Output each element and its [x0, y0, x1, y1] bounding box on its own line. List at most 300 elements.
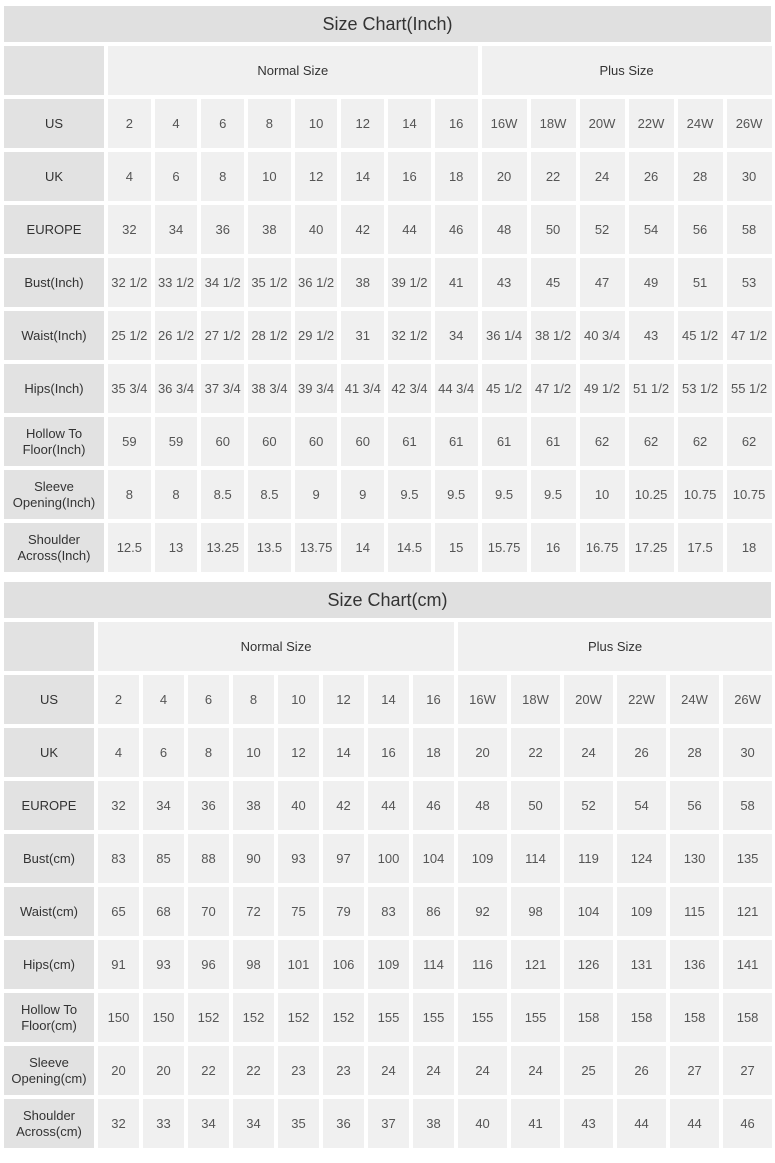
- size-cell: 91: [98, 940, 139, 989]
- size-cell: 24W: [678, 99, 723, 148]
- size-cell: 41: [511, 1099, 560, 1148]
- size-cell: 35 1/2: [248, 258, 291, 307]
- row-label: Hips(cm): [4, 940, 94, 989]
- size-cell: 35 3/4: [108, 364, 151, 413]
- row-label: EUROPE: [4, 205, 104, 254]
- size-cell: 62: [678, 417, 723, 466]
- size-cell: 44 3/4: [435, 364, 478, 413]
- size-cell: 18W: [531, 99, 576, 148]
- size-cell: 15: [435, 523, 478, 572]
- size-cell: 43: [629, 311, 674, 360]
- size-cell: 150: [143, 993, 184, 1042]
- size-cell: 31: [341, 311, 384, 360]
- size-cell: 10.25: [629, 470, 674, 519]
- size-cell: 34: [435, 311, 478, 360]
- size-cell: 158: [723, 993, 772, 1042]
- size-cell: 28 1/2: [248, 311, 291, 360]
- table-row-europe: [4, 781, 772, 830]
- size-cell: 17.25: [629, 523, 674, 572]
- size-cell: 38: [341, 258, 384, 307]
- group-header-row: [4, 622, 772, 671]
- size-cell: 9.5: [482, 470, 527, 519]
- size-cell: 22W: [617, 675, 666, 724]
- size-cell: 32 1/2: [108, 258, 151, 307]
- size-cell: 10: [278, 675, 319, 724]
- size-cell: 49: [629, 258, 674, 307]
- size-cell: 54: [629, 205, 674, 254]
- size-cell: 24: [368, 1046, 409, 1095]
- size-cell: 155: [511, 993, 560, 1042]
- size-cell: 54: [617, 781, 666, 830]
- group-header-plus-size: Plus Size: [482, 46, 772, 95]
- size-cell: 109: [368, 940, 409, 989]
- size-cell: 40: [295, 205, 338, 254]
- size-cell: 60: [295, 417, 338, 466]
- size-cell: 13.25: [201, 523, 244, 572]
- size-cell: 32 1/2: [388, 311, 431, 360]
- size-cell: 56: [670, 781, 719, 830]
- size-cell: 16.75: [580, 523, 625, 572]
- size-cell: 36 1/4: [482, 311, 527, 360]
- group-header-plus-size: Plus Size: [458, 622, 772, 671]
- size-cell: 23: [323, 1046, 364, 1095]
- size-cell: 32: [98, 1099, 139, 1148]
- size-cell: 35: [278, 1099, 319, 1148]
- row-label: Hollow To Floor(Inch): [4, 417, 104, 466]
- size-cell: 17.5: [678, 523, 723, 572]
- size-cell: 22: [511, 728, 560, 777]
- size-cell: 9.5: [388, 470, 431, 519]
- size-cell: 14: [341, 152, 384, 201]
- size-cell: 52: [580, 205, 625, 254]
- size-cell: 10: [580, 470, 625, 519]
- table-row-shoulder-across-inch: [4, 523, 772, 572]
- size-cell: 52: [564, 781, 613, 830]
- size-cell: 158: [617, 993, 666, 1042]
- size-cell: 83: [368, 887, 409, 936]
- size-cell: 130: [670, 834, 719, 883]
- size-cell: 59: [108, 417, 151, 466]
- size-cell: 13.75: [295, 523, 338, 572]
- size-cell: 37 3/4: [201, 364, 244, 413]
- row-label: Sleeve Opening(cm): [4, 1046, 94, 1095]
- size-cell: 2: [98, 675, 139, 724]
- size-cell: 152: [233, 993, 274, 1042]
- table-row-sleeve-opening-cm: [4, 1046, 772, 1095]
- size-cell: 18: [413, 728, 454, 777]
- size-cell: 9: [341, 470, 384, 519]
- size-cell: 26W: [727, 99, 772, 148]
- size-cell: 20: [98, 1046, 139, 1095]
- size-cell: 12: [323, 675, 364, 724]
- size-cell: 98: [233, 940, 274, 989]
- size-cell: 38: [248, 205, 291, 254]
- group-header-row: [4, 46, 772, 95]
- size-cell: 22: [531, 152, 576, 201]
- table-row-hips-cm: [4, 940, 772, 989]
- size-cell: 51 1/2: [629, 364, 674, 413]
- size-cell: 96: [188, 940, 229, 989]
- size-cell: 4: [155, 99, 198, 148]
- size-cell: 38: [233, 781, 274, 830]
- size-cell: 6: [155, 152, 198, 201]
- size-cell: 124: [617, 834, 666, 883]
- size-chart-section-inch: [0, 6, 775, 576]
- size-cell: 152: [323, 993, 364, 1042]
- size-table-inch: [0, 42, 775, 576]
- table-row-bust-cm: [4, 834, 772, 883]
- size-cell: 155: [368, 993, 409, 1042]
- size-cell: 16: [368, 728, 409, 777]
- size-cell: 44: [617, 1099, 666, 1148]
- size-cell: 16: [413, 675, 454, 724]
- row-label: Shoulder Across(cm): [4, 1099, 94, 1148]
- group-header-normal-size: Normal Size: [108, 46, 478, 95]
- size-cell: 44: [670, 1099, 719, 1148]
- size-cell: 60: [201, 417, 244, 466]
- size-cell: 109: [617, 887, 666, 936]
- size-cell: 83: [98, 834, 139, 883]
- size-cell: 16W: [458, 675, 507, 724]
- size-cell: 24: [458, 1046, 507, 1095]
- size-cell: 115: [670, 887, 719, 936]
- size-cell: 155: [413, 993, 454, 1042]
- size-cell: 10: [233, 728, 274, 777]
- size-cell: 9.5: [531, 470, 576, 519]
- size-cell: 45 1/2: [482, 364, 527, 413]
- size-cell: 47 1/2: [531, 364, 576, 413]
- size-cell: 12.5: [108, 523, 151, 572]
- size-cell: 40 3/4: [580, 311, 625, 360]
- size-cell: 53: [727, 258, 772, 307]
- size-cell: 58: [723, 781, 772, 830]
- size-cell: 61: [388, 417, 431, 466]
- size-cell: 100: [368, 834, 409, 883]
- size-cell: 114: [511, 834, 560, 883]
- size-cell: 20: [482, 152, 527, 201]
- size-cell: 61: [482, 417, 527, 466]
- size-cell: 6: [201, 99, 244, 148]
- size-cell: 42: [323, 781, 364, 830]
- size-cell: 8.5: [201, 470, 244, 519]
- size-cell: 34: [143, 781, 184, 830]
- table-row-europe: [4, 205, 772, 254]
- size-cell: 40: [278, 781, 319, 830]
- size-cell: 23: [278, 1046, 319, 1095]
- size-cell: 61: [435, 417, 478, 466]
- size-cell: 38 1/2: [531, 311, 576, 360]
- size-cell: 9: [295, 470, 338, 519]
- size-cell: 30: [723, 728, 772, 777]
- table-row-bust-inch: [4, 258, 772, 307]
- table-row-waist-cm: [4, 887, 772, 936]
- size-cell: 104: [413, 834, 454, 883]
- size-cell: 8.5: [248, 470, 291, 519]
- size-cell: 32: [98, 781, 139, 830]
- size-cell: 14: [388, 99, 431, 148]
- size-cell: 49 1/2: [580, 364, 625, 413]
- size-cell: 48: [482, 205, 527, 254]
- size-cell: 114: [413, 940, 454, 989]
- size-cell: 37: [368, 1099, 409, 1148]
- size-cell: 27: [670, 1046, 719, 1095]
- size-cell: 18: [727, 523, 772, 572]
- size-cell: 8: [188, 728, 229, 777]
- size-cell: 28: [678, 152, 723, 201]
- size-cell: 46: [723, 1099, 772, 1148]
- size-cell: 24: [413, 1046, 454, 1095]
- group-header-normal-size: Normal Size: [98, 622, 454, 671]
- size-cell: 75: [278, 887, 319, 936]
- size-cell: 150: [98, 993, 139, 1042]
- size-cell: 79: [323, 887, 364, 936]
- size-cell: 16: [435, 99, 478, 148]
- size-cell: 20W: [580, 99, 625, 148]
- size-cell: 51: [678, 258, 723, 307]
- size-cell: 20: [143, 1046, 184, 1095]
- table-row-hips-inch: [4, 364, 772, 413]
- size-cell: 136: [670, 940, 719, 989]
- table-row-hollow-to-floor-inch: [4, 417, 772, 466]
- size-cell: 24: [580, 152, 625, 201]
- size-cell: 40: [458, 1099, 507, 1148]
- size-cell: 12: [295, 152, 338, 201]
- size-cell: 158: [670, 993, 719, 1042]
- size-cell: 56: [678, 205, 723, 254]
- size-cell: 26 1/2: [155, 311, 198, 360]
- size-cell: 135: [723, 834, 772, 883]
- size-cell: 22W: [629, 99, 674, 148]
- size-cell: 26: [617, 1046, 666, 1095]
- size-cell: 13: [155, 523, 198, 572]
- size-cell: 10: [248, 152, 291, 201]
- size-cell: 34: [155, 205, 198, 254]
- size-cell: 16W: [482, 99, 527, 148]
- size-cell: 155: [458, 993, 507, 1042]
- size-cell: 20: [458, 728, 507, 777]
- size-cell: 50: [531, 205, 576, 254]
- row-label: Waist(Inch): [4, 311, 104, 360]
- size-cell: 26: [617, 728, 666, 777]
- size-cell: 12: [341, 99, 384, 148]
- size-cell: 38: [413, 1099, 454, 1148]
- size-cell: 86: [413, 887, 454, 936]
- size-cell: 104: [564, 887, 613, 936]
- size-cell: 18: [435, 152, 478, 201]
- size-cell: 38 3/4: [248, 364, 291, 413]
- size-cell: 62: [580, 417, 625, 466]
- size-cell: 116: [458, 940, 507, 989]
- size-cell: 50: [511, 781, 560, 830]
- table-row-waist-inch: [4, 311, 772, 360]
- size-cell: 10: [295, 99, 338, 148]
- size-cell: 45 1/2: [678, 311, 723, 360]
- size-cell: 60: [248, 417, 291, 466]
- row-label: UK: [4, 152, 104, 201]
- size-cell: 70: [188, 887, 229, 936]
- size-cell: 30: [727, 152, 772, 201]
- size-cell: 16: [388, 152, 431, 201]
- size-cell: 2: [108, 99, 151, 148]
- size-cell: 41 3/4: [341, 364, 384, 413]
- size-cell: 9.5: [435, 470, 478, 519]
- size-cell: 12: [278, 728, 319, 777]
- size-cell: 25 1/2: [108, 311, 151, 360]
- size-cell: 36: [188, 781, 229, 830]
- size-cell: 45: [531, 258, 576, 307]
- size-cell: 8: [108, 470, 151, 519]
- chart-title-inch: Size Chart(Inch): [4, 6, 771, 42]
- size-cell: 93: [143, 940, 184, 989]
- size-cell: 26W: [723, 675, 772, 724]
- size-cell: 24: [564, 728, 613, 777]
- size-cell: 27: [723, 1046, 772, 1095]
- size-cell: 16: [531, 523, 576, 572]
- size-cell: 62: [629, 417, 674, 466]
- size-cell: 4: [143, 675, 184, 724]
- size-cell: 121: [511, 940, 560, 989]
- size-cell: 158: [564, 993, 613, 1042]
- size-cell: 43: [482, 258, 527, 307]
- row-label: Hollow To Floor(cm): [4, 993, 94, 1042]
- table-row-sleeve-opening-inch: [4, 470, 772, 519]
- size-cell: 36 3/4: [155, 364, 198, 413]
- row-label: Bust(cm): [4, 834, 94, 883]
- size-cell: 20W: [564, 675, 613, 724]
- size-charts: [0, 6, 775, 1152]
- size-cell: 14: [368, 675, 409, 724]
- corner-cell: [4, 622, 94, 671]
- size-cell: 26: [629, 152, 674, 201]
- row-label: US: [4, 99, 104, 148]
- size-cell: 119: [564, 834, 613, 883]
- size-cell: 6: [188, 675, 229, 724]
- table-row-uk: [4, 152, 772, 201]
- size-cell: 141: [723, 940, 772, 989]
- row-label: EUROPE: [4, 781, 94, 830]
- size-cell: 42 3/4: [388, 364, 431, 413]
- size-cell: 109: [458, 834, 507, 883]
- size-chart-section-cm: [0, 582, 775, 1152]
- size-cell: 68: [143, 887, 184, 936]
- size-cell: 34: [233, 1099, 274, 1148]
- size-cell: 152: [188, 993, 229, 1042]
- size-cell: 97: [323, 834, 364, 883]
- size-cell: 18W: [511, 675, 560, 724]
- size-cell: 10.75: [678, 470, 723, 519]
- size-cell: 43: [564, 1099, 613, 1148]
- size-cell: 36 1/2: [295, 258, 338, 307]
- row-label: US: [4, 675, 94, 724]
- size-cell: 34 1/2: [201, 258, 244, 307]
- size-table-cm: [0, 618, 775, 1152]
- table-row-shoulder-across-cm: [4, 1099, 772, 1148]
- size-cell: 8: [233, 675, 274, 724]
- size-cell: 8: [201, 152, 244, 201]
- table-row-us: [4, 99, 772, 148]
- row-label: Shoulder Across(Inch): [4, 523, 104, 572]
- table-row-us: [4, 675, 772, 724]
- row-label: UK: [4, 728, 94, 777]
- size-cell: 24W: [670, 675, 719, 724]
- size-cell: 46: [435, 205, 478, 254]
- size-cell: 47 1/2: [727, 311, 772, 360]
- size-cell: 39 3/4: [295, 364, 338, 413]
- size-cell: 4: [98, 728, 139, 777]
- corner-cell: [4, 46, 104, 95]
- row-label: Hips(Inch): [4, 364, 104, 413]
- size-cell: 47: [580, 258, 625, 307]
- size-cell: 44: [368, 781, 409, 830]
- size-cell: 33: [143, 1099, 184, 1148]
- size-cell: 92: [458, 887, 507, 936]
- size-cell: 4: [108, 152, 151, 201]
- size-cell: 24: [511, 1046, 560, 1095]
- size-cell: 22: [233, 1046, 274, 1095]
- row-label: Waist(cm): [4, 887, 94, 936]
- size-cell: 25: [564, 1046, 613, 1095]
- size-cell: 28: [670, 728, 719, 777]
- chart-title-cm: Size Chart(cm): [4, 582, 771, 618]
- size-cell: 6: [143, 728, 184, 777]
- size-cell: 55 1/2: [727, 364, 772, 413]
- size-cell: 62: [727, 417, 772, 466]
- row-label: Bust(Inch): [4, 258, 104, 307]
- size-cell: 90: [233, 834, 274, 883]
- size-cell: 101: [278, 940, 319, 989]
- size-cell: 27 1/2: [201, 311, 244, 360]
- size-cell: 8: [155, 470, 198, 519]
- size-cell: 126: [564, 940, 613, 989]
- size-cell: 42: [341, 205, 384, 254]
- size-cell: 53 1/2: [678, 364, 723, 413]
- size-cell: 152: [278, 993, 319, 1042]
- size-cell: 131: [617, 940, 666, 989]
- size-cell: 14: [341, 523, 384, 572]
- size-cell: 36: [323, 1099, 364, 1148]
- size-cell: 22: [188, 1046, 229, 1095]
- size-cell: 10.75: [727, 470, 772, 519]
- size-cell: 48: [458, 781, 507, 830]
- size-cell: 14.5: [388, 523, 431, 572]
- table-row-uk: [4, 728, 772, 777]
- size-cell: 34: [188, 1099, 229, 1148]
- size-cell: 59: [155, 417, 198, 466]
- size-cell: 93: [278, 834, 319, 883]
- size-cell: 44: [388, 205, 431, 254]
- size-cell: 106: [323, 940, 364, 989]
- size-cell: 46: [413, 781, 454, 830]
- size-cell: 8: [248, 99, 291, 148]
- size-cell: 72: [233, 887, 274, 936]
- size-cell: 98: [511, 887, 560, 936]
- size-cell: 13.5: [248, 523, 291, 572]
- size-cell: 41: [435, 258, 478, 307]
- size-cell: 15.75: [482, 523, 527, 572]
- size-cell: 36: [201, 205, 244, 254]
- size-cell: 14: [323, 728, 364, 777]
- size-cell: 29 1/2: [295, 311, 338, 360]
- size-cell: 33 1/2: [155, 258, 198, 307]
- row-label: Sleeve Opening(Inch): [4, 470, 104, 519]
- size-cell: 39 1/2: [388, 258, 431, 307]
- size-cell: 88: [188, 834, 229, 883]
- table-row-hollow-to-floor-cm: [4, 993, 772, 1042]
- size-cell: 61: [531, 417, 576, 466]
- size-cell: 58: [727, 205, 772, 254]
- size-cell: 60: [341, 417, 384, 466]
- size-cell: 121: [723, 887, 772, 936]
